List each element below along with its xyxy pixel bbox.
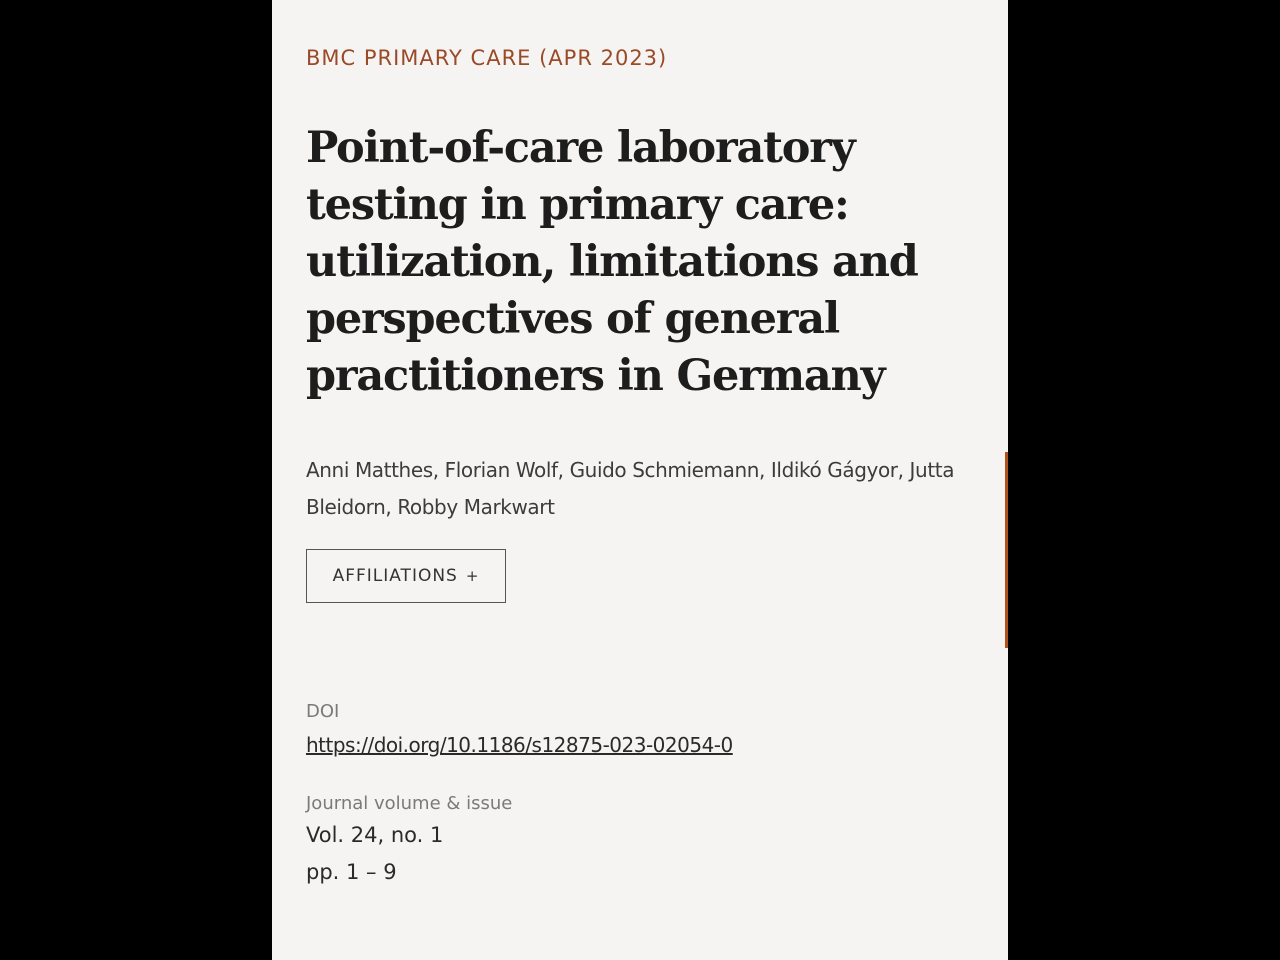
article-card	[272, 0, 1008, 960]
affiliations-label: AFFILIATIONS	[332, 566, 458, 586]
journal-issue-label: Journal volume & issue	[306, 793, 513, 814]
journal-volume: Vol. 24, no. 1	[306, 823, 444, 847]
article-title: Point-of-care laboratory testing in primary care: utilization, limitations and perspectives of general practitioners in Germany	[306, 123, 918, 401]
doi-link[interactable]: https://doi.org/10.1186/s12875-023-02054-0	[306, 733, 733, 757]
journal-name: BMC PRIMARY CARE (APR 2023)	[306, 46, 668, 70]
plus-icon: +	[465, 567, 480, 585]
accent-bar	[1005, 452, 1008, 648]
journal-pages: pp. 1 – 9	[306, 860, 397, 884]
doi-label: DOI	[306, 701, 340, 722]
affiliations-button[interactable]	[306, 549, 506, 603]
author-list: Anni Matthes, Florian Wolf, Guido Schmiemann, Ildikó Gágyor, Jutta Bleidorn, Robby Markwart	[306, 458, 955, 519]
